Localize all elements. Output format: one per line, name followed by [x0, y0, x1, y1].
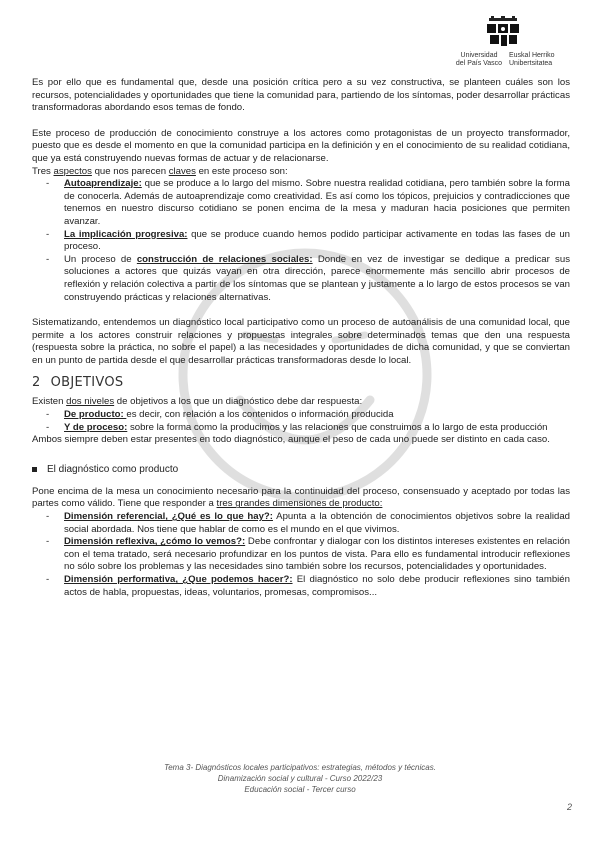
list-item: - Dimensión referencial, ¿Qué es lo que hay?: Apunta a la obtención de conocimientos objetivos sobre la realidad social abordada. Nos tiene que hablar de como es el mundo en el que vivimos.: [32, 511, 570, 536]
subsection-heading: El diagnóstico como producto: [32, 463, 570, 476]
paragraph-1: Es por ello que es fundamental que, desde una posición crítica pero a su vez constructiva, se planteen cuáles son los recursos, potencialidades y oportunidades que tiene la comunidad para, partiendo de los síntomas, poder desarrollar prácticas transformadoras abordando esos temas de fondo.: [32, 77, 570, 114]
paragraph-3: Sistematizando, entendemos un diagnóstico local participativo como un proceso de autoanálisis de una comunidad local, que permite a los actores construir relaciones y propuestas integrales sobre determinados temas que den una respuesta (respuesta sobre la práctica, no sobre el papel) a las necesidades y oportunidades de dicha comunidad, y que se conviertan en un punto de partida desde el que desarrollar prácticas transformadoras desde lo local.: [32, 317, 570, 366]
university-logo: [453, 16, 593, 76]
paragraph-2-aspects-intro: Tres aspectos que nos parecen claves en este proceso son:: [32, 165, 288, 177]
list-item: - Dimensión performativa, ¿Que podemos hacer?: El diagnóstico no solo debe producir reflexiones sino también actos de habla, propuestas, ideas, voluntarios, promesas, compromisos...: [32, 574, 570, 599]
list-item: - Dimensión reflexiva, ¿cómo lo vemos?: Debe confrontar y dialogar con los distintos intereses existentes en relación con el tema tratado, será necesario profundizar en los puntos de vista. Para ello es fundamental introducir reflexiones no sólo sobre los problemas y las necesidades sino también sobre los recursos, potencialidades y oportunidades.: [32, 536, 570, 574]
objective-levels-list: [32, 409, 570, 434]
list-item: - De producto: es decir, con relación a los contenidos o información producida: [32, 409, 570, 422]
subsection-intro: Pone encima de la mesa un conocimiento necesario para la continuidad del proceso, consensuado y aceptado por todas las partes como válido. Tiene que responder a tres grandes dimensiones de producto:: [32, 485, 570, 510]
dimensions-list: [32, 511, 570, 599]
logo-text-basque: Euskal Herriko Unibertsitatea: [509, 52, 555, 67]
logo-text-spanish: Universidad del País Vasco: [455, 52, 503, 67]
objectives-closing: Ambos siempre deben estar presentes en todo diagnóstico, aunque el peso de cada uno puede ser distinto en cada caso.: [32, 434, 550, 446]
crown-icon: [489, 16, 517, 22]
list-item: - Autoaprendizaje: que se produce a lo largo del mismo. Sobre nuestra realidad cotidiana, pero también sobre la forma de conocerla. Además de autoaprendizaje como creatividad. Es así como los tópicos, prejuicios y contradicciones que tenemos en nuestro discurso cotidiano se ponen encima de la mesa y maduran hacia posiciones que permiten avanzar.: [32, 178, 570, 228]
bullet-square-icon: [32, 467, 37, 472]
objectives-intro: Existen dos niveles de objetivos a los que un diagnóstico debe dar respuesta:: [32, 396, 363, 408]
main-content: [32, 77, 570, 599]
page-footer: Tema 3- Diagnósticos locales participativos: estrategias, métodos y técnicas. Dinamización social y cultural - Curso 2022/23 Educación social - Tercer curso: [164, 763, 436, 794]
list-item: - La implicación progresiva: que se produce cuando hemos podido participar activamente en todas las fases de un proceso.: [32, 229, 570, 254]
page-number: 2: [566, 802, 572, 812]
section-heading-objetivos: 2 OBJETIVOS: [32, 375, 124, 391]
list-item: - Y de proceso: sobre la forma como la producimos y las relaciones que construimos a lo largo de esta producción: [32, 422, 570, 435]
list-item: - Un proceso de construcción de relaciones sociales: Donde en vez de investigar se dedique a predicar sus soluciones a actores que quizás vayan en otra dirección, parece enormemente más sencillo abrir procesos de reflexión y relación colectiva a partir de los síntomas que se plantean y justamente a lo largo de estos procesos se van construyendo prácticas y relaciones alternativas.: [32, 254, 570, 304]
aspects-list: [32, 178, 570, 304]
university-emblem-icon: [487, 24, 519, 46]
paragraph-2: Este proceso de producción de conocimiento construye a los actores como protagonistas de un proyecto transformador, puesto que es desde el momento en que la comunidad participa en la definición y en el conocimiento de su realidad cotidiana, que ya está construyendo nuevas formas de actuar y de relacionarse.: [32, 127, 570, 164]
